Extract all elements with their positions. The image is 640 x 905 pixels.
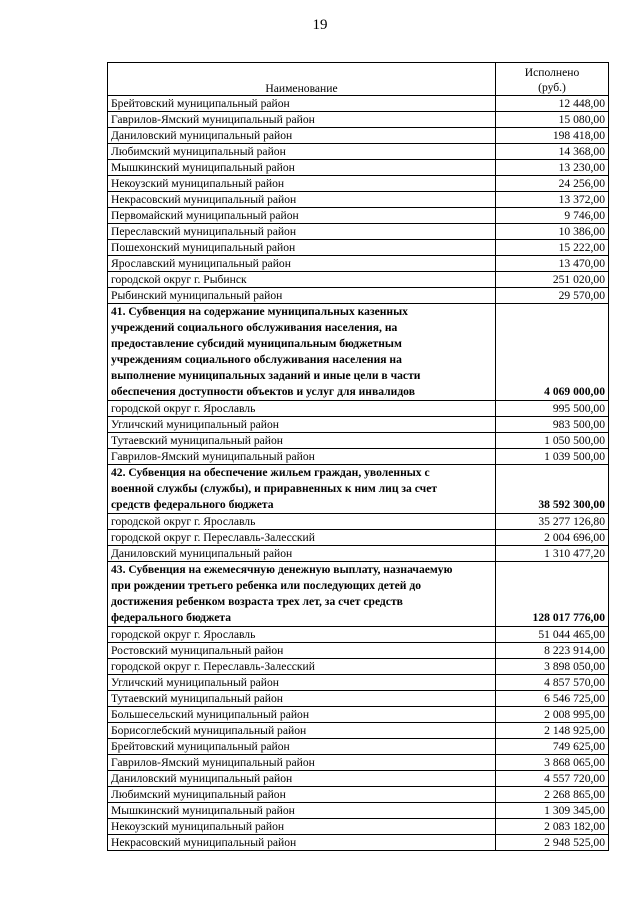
municipality-name: Гаврилов-Ямский муниципальный район [108,755,496,771]
table-row [108,401,609,417]
column-header-value [496,63,609,96]
section-title-line: средств федерального бюджета [111,498,274,511]
amount-cell: 251 020,00 [496,272,609,288]
section-title [108,465,496,514]
table-row [108,627,609,643]
amount-cell: 3 898 050,00 [496,659,609,675]
municipality-name: Первомайский муниципальный район [108,208,496,224]
amount-cell: 4 557 720,00 [496,771,609,787]
amount-cell: 13 372,00 [496,192,609,208]
page-number: 19 [312,17,328,33]
table-row [108,739,609,755]
table-row [108,417,609,433]
table-row [108,128,609,144]
table-row [108,755,609,771]
section-title-line: учреждений социального обслуживания населения, на [111,321,398,334]
section-title-line: 43. Субвенция на ежемесячную денежную выплату, назначаемую [111,563,453,576]
table-row [108,208,609,224]
municipality-name: Ростовский муниципальный район [108,643,496,659]
municipality-name: Тутаевский муниципальный район [108,433,496,449]
table-row [108,96,609,112]
amount-cell: 29 570,00 [496,288,609,304]
amount-cell: 15 222,00 [496,240,609,256]
amount-cell: 995 500,00 [496,401,609,417]
section-header-row [108,304,609,401]
amount-cell: 198 418,00 [496,128,609,144]
table-row [108,723,609,739]
section-title-line: обеспечения доступности объектов и услуг для инвалидов [111,385,415,398]
municipality-name: Любимский муниципальный район [108,144,496,160]
municipality-name: Брейтовский муниципальный район [108,96,496,112]
amount-cell: 15 080,00 [496,112,609,128]
municipality-name: Гаврилов-Ямский муниципальный район [108,449,496,465]
budget-table [107,62,609,851]
section-total: 128 017 776,00 [496,562,609,627]
municipality-name: Мышкинский муниципальный район [108,803,496,819]
table-row [108,160,609,176]
table-row [108,449,609,465]
municipality-name: Любимский муниципальный район [108,787,496,803]
table-row [108,691,609,707]
municipality-name: Большесельский муниципальный район [108,707,496,723]
amount-cell: 1 309 345,00 [496,803,609,819]
municipality-name: Переславский муниципальный район [108,224,496,240]
amount-cell: 4 857 570,00 [496,675,609,691]
amount-cell: 6 546 725,00 [496,691,609,707]
municipality-name: Брейтовский муниципальный район [108,739,496,755]
municipality-name: городской округ г. Ярославль [108,627,496,643]
table-row [108,288,609,304]
amount-cell: 1 050 500,00 [496,433,609,449]
municipality-name: Угличский муниципальный район [108,675,496,691]
municipality-name: Даниловский муниципальный район [108,128,496,144]
section-title [108,304,496,401]
table-row [108,835,609,851]
table-row [108,433,609,449]
amount-cell: 51 044 465,00 [496,627,609,643]
municipality-name: городской округ г. Рыбинск [108,272,496,288]
amount-cell: 13 230,00 [496,160,609,176]
column-header-name: Наименование [108,63,496,96]
section-title-line: федерального бюджета [111,611,232,624]
municipality-name: Пошехонский муниципальный район [108,240,496,256]
amount-cell: 10 386,00 [496,224,609,240]
amount-cell: 8 223 914,00 [496,643,609,659]
amount-cell: 14 368,00 [496,144,609,160]
municipality-name: городской округ г. Ярославль [108,514,496,530]
table-body [108,96,609,851]
column-header-value-line2: (руб.) [538,81,566,94]
section-title-line: 42. Субвенция на обеспечение жильем граждан, уволенных с [111,466,430,479]
table-row [108,224,609,240]
section-title-line: учреждениям социального обслуживания населения на [111,353,402,366]
municipality-name: Даниловский муниципальный район [108,546,496,562]
table-row [108,787,609,803]
table-row [108,240,609,256]
municipality-name: Мышкинский муниципальный район [108,160,496,176]
amount-cell: 2 948 525,00 [496,835,609,851]
table-row [108,514,609,530]
amount-cell: 2 004 696,00 [496,530,609,546]
table-row [108,176,609,192]
municipality-name: Некоузский муниципальный район [108,819,496,835]
section-title [108,562,496,627]
amount-cell: 1 039 500,00 [496,449,609,465]
amount-cell: 2 008 995,00 [496,707,609,723]
section-title-line: предоставление субсидий муниципальным бюджетным [111,337,402,350]
municipality-name: Даниловский муниципальный район [108,771,496,787]
section-title-line: выполнение муниципальных заданий и иные цели в части [111,369,421,382]
table-row [108,643,609,659]
table-row [108,112,609,128]
column-header-value-line1: Исполнено [524,66,580,79]
table-row [108,546,609,562]
section-total: 38 592 300,00 [496,465,609,514]
municipality-name: Тутаевский муниципальный район [108,691,496,707]
municipality-name: Некрасовский муниципальный район [108,192,496,208]
section-title-line: военной службы (службы), и приравненных к ним лиц за счет [111,482,438,495]
municipality-name: Ярославский муниципальный район [108,256,496,272]
municipality-name: Некоузский муниципальный район [108,176,496,192]
section-title-line: 41. Субвенция на содержание муниципальных казенных [111,305,408,318]
municipality-name: Борисоглебский муниципальный район [108,723,496,739]
amount-cell: 13 470,00 [496,256,609,272]
municipality-name: Рыбинский муниципальный район [108,288,496,304]
section-title-line: при рождении третьего ребенка или последующих детей до [111,579,422,592]
municipality-name: Гаврилов-Ямский муниципальный район [108,112,496,128]
municipality-name: городской округ г. Переславль-Залесский [108,659,496,675]
table-row [108,819,609,835]
table-row [108,256,609,272]
amount-cell: 3 868 065,00 [496,755,609,771]
amount-cell: 2 083 182,00 [496,819,609,835]
municipality-name: городской округ г. Ярославль [108,401,496,417]
table-row [108,192,609,208]
table-row [108,707,609,723]
section-header-row [108,562,609,627]
table-row [108,675,609,691]
amount-cell: 24 256,00 [496,176,609,192]
municipality-name: городской округ г. Переславль-Залесский [108,530,496,546]
amount-cell: 12 448,00 [496,96,609,112]
amount-cell: 35 277 126,80 [496,514,609,530]
municipality-name: Некрасовский муниципальный район [108,835,496,851]
table-row [108,803,609,819]
amount-cell: 2 268 865,00 [496,787,609,803]
section-total: 4 069 000,00 [496,304,609,401]
amount-cell: 749 625,00 [496,739,609,755]
amount-cell: 2 148 925,00 [496,723,609,739]
table-header-row [108,63,609,96]
amount-cell: 1 310 477,20 [496,546,609,562]
table-row [108,144,609,160]
table-row [108,272,609,288]
section-header-row [108,465,609,514]
table-row [108,659,609,675]
table-row [108,771,609,787]
municipality-name: Угличский муниципальный район [108,417,496,433]
amount-cell: 983 500,00 [496,417,609,433]
section-title-line: достижения ребенком возраста трех лет, за счет средств [111,595,403,608]
amount-cell: 9 746,00 [496,208,609,224]
table-row [108,530,609,546]
